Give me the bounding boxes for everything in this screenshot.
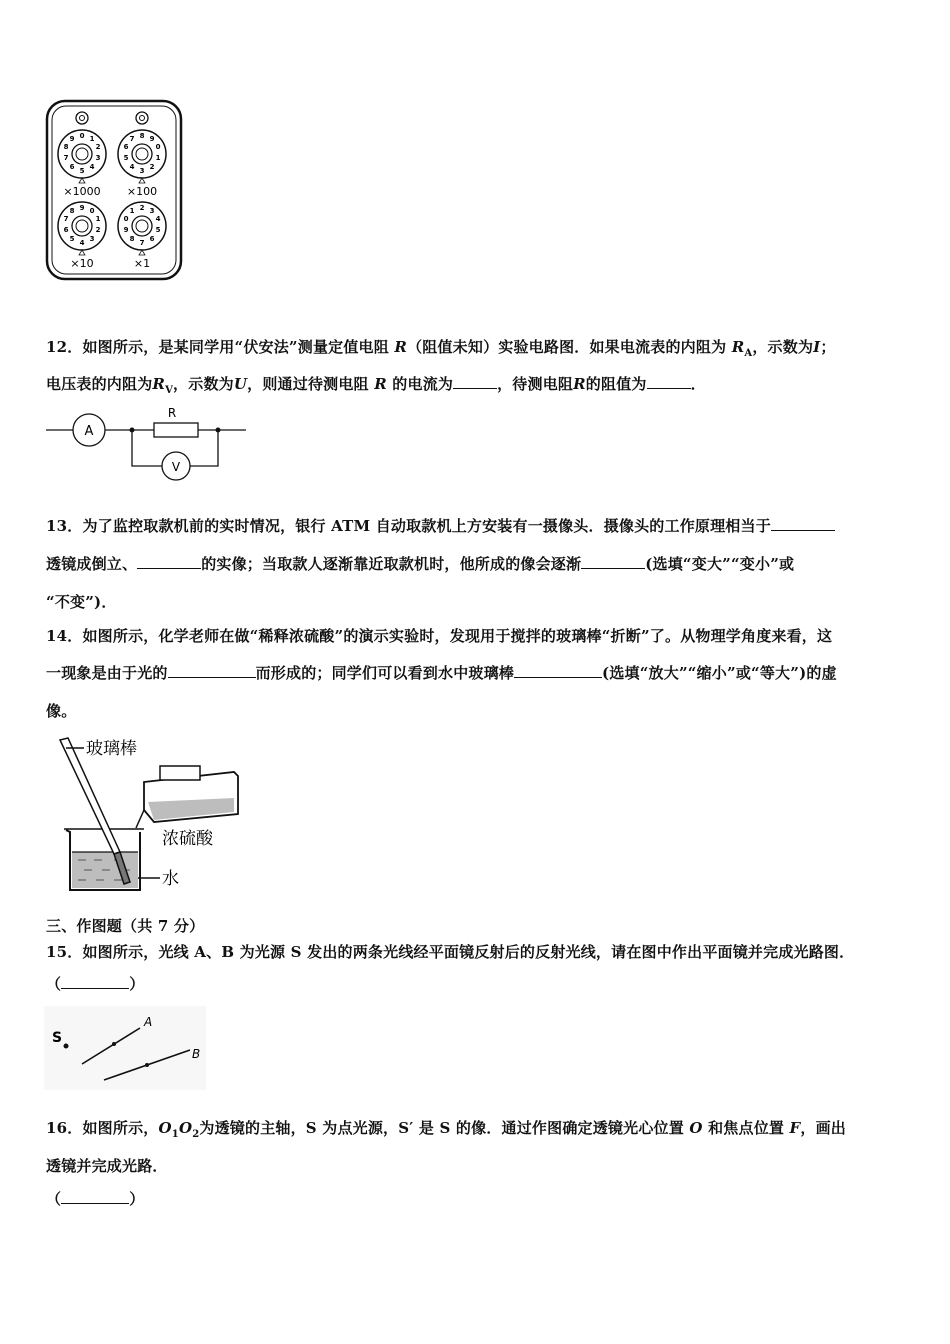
var-R-3: R: [573, 375, 586, 393]
circuit-svg: [44, 400, 254, 490]
q13-blank-change[interactable]: [581, 554, 645, 569]
q12-text-j: 的阻值为: [585, 375, 647, 393]
svg-text:3: 3: [95, 154, 101, 162]
var-U: U: [233, 375, 248, 393]
rays-svg: [44, 1006, 206, 1090]
q13-line1: [46, 515, 835, 536]
svg-text:8: 8: [63, 143, 69, 151]
q12-text-a: 如图所示，是某同学用“伏安法”测量定值电阻: [82, 338, 389, 356]
q13-line2: [46, 553, 794, 574]
q16-answer-open: （: [46, 1190, 62, 1208]
q12-blank-current[interactable]: [453, 374, 497, 389]
dial-label-x1: ×1: [133, 257, 151, 270]
svg-text:2: 2: [149, 163, 155, 171]
svg-text:6: 6: [149, 235, 155, 243]
q14-text-5: 像。: [46, 702, 77, 720]
var-R: R: [394, 338, 408, 356]
q12-text-d: ；: [820, 338, 836, 356]
svg-text:9: 9: [79, 204, 85, 212]
var-RA-sub: A: [744, 348, 753, 359]
dial-label-x10: ×10: [70, 257, 94, 270]
svg-text:5: 5: [123, 154, 129, 162]
svg-text:4: 4: [129, 163, 135, 171]
q15-rays-figure: [44, 1006, 206, 1090]
var-RV: R: [152, 375, 166, 393]
q12-text-f: ，示数为: [173, 375, 234, 393]
var-I: I: [813, 338, 821, 356]
q16-text-3: 和焦点位置: [708, 1119, 785, 1137]
ray-B-label: B: [192, 1047, 201, 1061]
source-S-point: [64, 1044, 69, 1049]
svg-text:1: 1: [95, 215, 101, 223]
q12-text-e: 电压表的内阻为: [46, 375, 153, 393]
q13-text-3: 的实像；当取款人逐渐靠近取款机时，他所成的像会逐渐: [201, 555, 582, 573]
svg-text:0: 0: [79, 132, 85, 140]
section3-title-text: 三、作图题（共 7 分）: [46, 917, 205, 935]
q14-text-3: 而形成的；同学们可以看到水中玻璃棒: [255, 664, 515, 682]
q14-line2: [46, 662, 837, 683]
svg-text:6: 6: [69, 163, 75, 171]
svg-text:4: 4: [79, 239, 85, 247]
q16-answer: [46, 1188, 144, 1209]
svg-text:0: 0: [155, 143, 161, 151]
q15-answer-close: ）: [129, 975, 145, 993]
q15-answer-open: （: [46, 975, 62, 993]
dial-label-x1000: ×1000: [63, 185, 101, 198]
resistor-symbol: [154, 423, 198, 437]
svg-text:4: 4: [89, 163, 95, 171]
q12-number: 12．: [46, 338, 83, 356]
water-label: 水: [162, 869, 179, 889]
svg-text:4: 4: [155, 215, 161, 223]
rod-label: 玻璃棒: [86, 739, 137, 759]
voltmeter-label: V: [171, 460, 181, 474]
svg-text:5: 5: [69, 235, 75, 243]
var-O2: O: [178, 1119, 193, 1137]
q12-line1: [46, 336, 836, 359]
q13-text-2: 透镜成倒立、: [46, 555, 138, 573]
q14-line1: [46, 625, 832, 646]
q16-line2: [46, 1155, 168, 1176]
q13-blank-size[interactable]: [137, 554, 201, 569]
q16-text-1: 16．如图所示，: [46, 1119, 159, 1137]
q14-blank-size[interactable]: [514, 663, 602, 678]
svg-text:1: 1: [155, 154, 161, 162]
q14-text-4: (选填“放大”“缩小”或“等大”)的虚: [602, 664, 837, 682]
svg-text:5: 5: [79, 167, 85, 175]
svg-text:7: 7: [63, 154, 69, 162]
resistor-label: R: [167, 406, 177, 420]
q12-text-k: ．: [690, 375, 706, 393]
svg-text:2: 2: [95, 143, 101, 151]
q16-text-5: 透镜并完成光路．: [46, 1157, 168, 1175]
var-RV-sub: V: [165, 385, 174, 396]
svg-text:2: 2: [139, 204, 145, 212]
var-RA: R: [731, 338, 745, 356]
q16-answer-close: ）: [129, 1190, 145, 1208]
dial-label-x100: ×100: [126, 185, 158, 198]
var-O1-sub: 1: [171, 1129, 179, 1140]
svg-text:6: 6: [63, 226, 69, 234]
q12-text-b: （阻值未知）实验电路图．如果电流表的内阻为: [407, 338, 727, 356]
q14-line3: [46, 700, 76, 721]
q14-text-1: 14．如图所示，化学老师在做“稀释浓硫酸”的演示实验时，发现用于搅拌的玻璃棒“折断”了。从物理学角度来看，这: [46, 627, 833, 645]
q15-answer: [46, 973, 144, 994]
q12-circuit-figure: [44, 400, 254, 490]
q14-text-2: 一现象是由于光的: [46, 664, 168, 682]
svg-text:0: 0: [123, 215, 129, 223]
acid-label: 浓硫酸: [162, 829, 213, 849]
svg-text:7: 7: [139, 239, 145, 247]
var-O1: O: [158, 1119, 172, 1137]
svg-text:8: 8: [69, 207, 75, 215]
q13-blank-lens[interactable]: [771, 516, 835, 531]
q16-line1: [46, 1117, 846, 1140]
q13-text-5: “不变”)．: [46, 593, 117, 611]
ammeter-label: A: [84, 424, 94, 439]
svg-text:5: 5: [155, 226, 161, 234]
svg-text:1: 1: [129, 207, 135, 215]
q12-text-c: ，示数为: [752, 338, 814, 356]
ray-A-label: A: [144, 1015, 153, 1029]
svg-text:8: 8: [139, 132, 145, 140]
q15-line1: [46, 941, 854, 962]
var-O: O: [689, 1119, 703, 1137]
svg-text:7: 7: [63, 215, 69, 223]
q12-blank-resistance[interactable]: [647, 374, 691, 389]
svg-text:6: 6: [123, 143, 129, 151]
q13-text-4: (选填“变大”“变小”或: [645, 555, 795, 573]
svg-text:3: 3: [89, 235, 95, 243]
resistance-box-svg: [44, 98, 184, 282]
q12-text-h: 的电流为: [392, 375, 454, 393]
var-O2-sub: 2: [192, 1129, 200, 1140]
svg-text:3: 3: [139, 167, 145, 175]
source-S-label: S: [52, 1030, 63, 1046]
q14-beaker-figure: [44, 732, 244, 900]
beaker-svg: [44, 732, 244, 900]
q12-line2: [46, 373, 706, 396]
svg-text:9: 9: [69, 135, 75, 143]
q15-answer-blank[interactable]: [61, 974, 129, 989]
q16-answer-blank[interactable]: [61, 1189, 129, 1204]
q12-text-g: ，则通过待测电阻: [247, 375, 369, 393]
q14-blank-phenomenon[interactable]: [168, 663, 256, 678]
q12-text-i: ，待测电阻: [497, 375, 574, 393]
section3-title: [46, 915, 204, 936]
resistance-box-figure: [44, 98, 184, 282]
q13-text-1: 13．为了监控取款机前的实时情况，银行 ATM 自动取款机上方安装有一摄像头．摄像头的工作原理相当于: [46, 517, 771, 535]
svg-text:9: 9: [123, 226, 129, 234]
svg-text:2: 2: [95, 226, 101, 234]
svg-text:8: 8: [129, 235, 135, 243]
q13-line3: [46, 591, 117, 612]
svg-text:3: 3: [149, 207, 155, 215]
q16-text-2: 为透镜的主轴，S 为点光源，S′ 是 S 的像．通过作图确定透镜光心位置: [199, 1119, 684, 1137]
svg-text:7: 7: [129, 135, 135, 143]
var-F: F: [789, 1119, 801, 1137]
svg-text:9: 9: [149, 135, 155, 143]
q16-text-4: ，画出: [800, 1119, 847, 1137]
var-R-2: R: [374, 375, 387, 393]
q15-text-1: 15．如图所示，光线 A、B 为光源 S 发出的两条光线经平面镜反射后的反射光线，请在图中作出平面镜并完成光路图．: [46, 943, 855, 961]
svg-text:0: 0: [89, 207, 95, 215]
svg-text:1: 1: [89, 135, 95, 143]
